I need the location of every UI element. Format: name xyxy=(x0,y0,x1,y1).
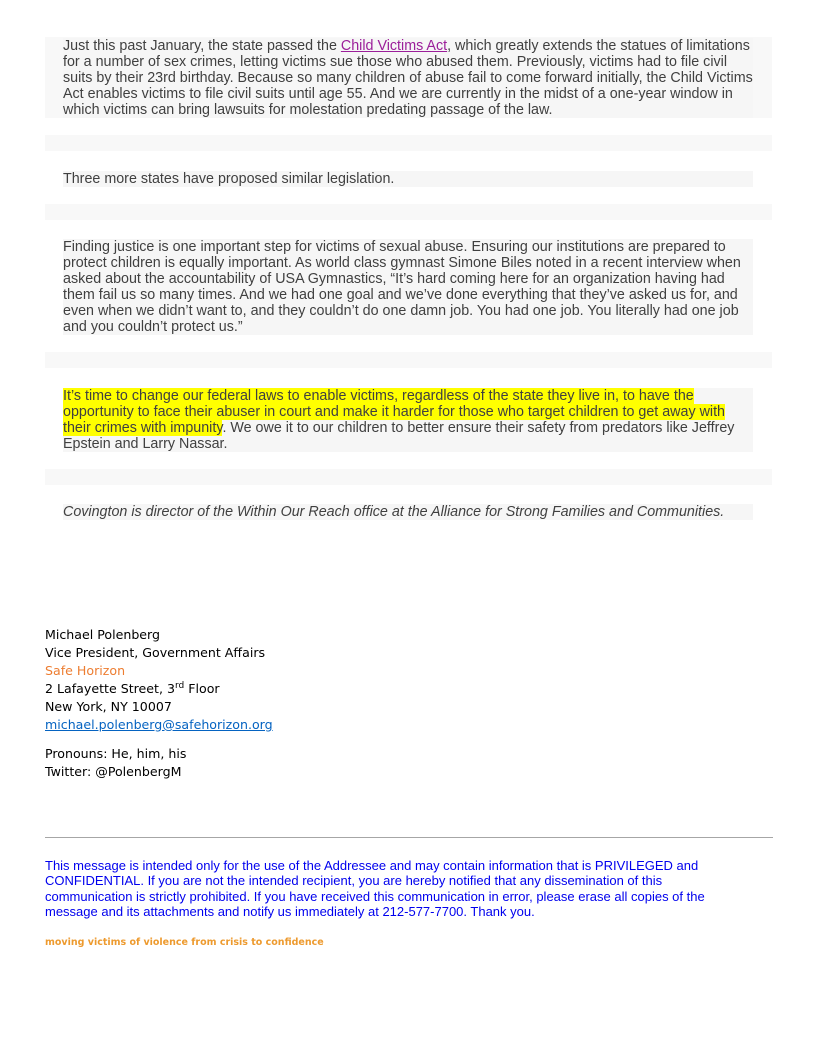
signature-email-link[interactable]: michael.polenberg@safehorizon.org xyxy=(45,717,273,732)
divider xyxy=(45,837,773,838)
signature-name: Michael Polenberg xyxy=(45,627,161,642)
tagline: moving victims of violence from crisis to confidence xyxy=(45,937,324,948)
signature-org: Safe Horizon xyxy=(45,663,126,678)
confidentiality-notice: This message is intended only for the use of the Addressee and may contain information that is PRIVILEGED and CONFIDENTIAL. If you are not the intended recipient, you are hereby notified that any dissemination of this communication is strictly prohibited. If you have received this communication in error, please erase all copies of the message and its attachments and notify us immediately at 212-577-7700. Thank you. xyxy=(45,858,705,919)
paragraph-text: Just this past January, the state passed the xyxy=(63,38,341,54)
paragraph-text: . We owe it to our children to better ensure their safety from predators like Jeffrey Epstein and Larry Nassar. xyxy=(63,420,735,452)
signature-title: Vice President, Government Affairs xyxy=(45,645,266,660)
signature-city: New York, NY 10007 xyxy=(45,699,172,714)
email-signature xyxy=(45,626,445,781)
article-paragraph-states xyxy=(63,171,753,187)
child-victims-act-link[interactable]: Child Victims Act xyxy=(340,38,448,54)
spacer-band xyxy=(45,352,772,368)
paragraph-text: , which greatly extends the statues of limitations for a number of sex crimes, letting victims sue those who abused them. Previously, victims had to file civil suits by their 23rd birthday. Because so many children of abuse fail to come forward initially, the Child Victims Act enables victims to file civil suits until age 55. And we are currently in the midst of a one-year window in which victims can bring lawsuits for molestation predating passage of the law. xyxy=(63,38,753,118)
spacer-band xyxy=(45,135,772,151)
article-paragraph-biles-quote xyxy=(63,239,753,335)
address-street: 2 Lafayette Street, 3 xyxy=(45,681,176,696)
paragraph-text: Finding justice is one important step for victims of sexual abuse. Ensuring our institutions are prepared to protect children is equally important. As world class gymnast Simone Biles noted in a recent interview when asked about the accountability of USA Gymnastics, “It’s hard coming here for an organization having had them fail us so many times. And we had one goal and we’ve done everything that they’ve asked us for, and even when we didn’t want to, and they couldn’t do one damn job. You had one job. You literally had one job and you couldn’t protect us.” xyxy=(63,239,741,335)
paragraph-text: Three more states have proposed similar legislation. xyxy=(63,171,395,187)
signature-pronouns: Pronouns: He, him, his xyxy=(45,746,187,761)
article-paragraph-federal-laws xyxy=(63,388,753,452)
address-ordinal: rd xyxy=(175,680,185,691)
address-floor: Floor xyxy=(184,681,220,696)
highlighted-text: It’s time to change our federal laws to enable victims, regardless of the state they live in, to have the opportunity to face their abuser in court and make it harder for those who target children to get away with their crimes with impunity xyxy=(63,388,725,436)
signature-address xyxy=(45,680,445,698)
spacer-band xyxy=(45,204,772,220)
author-bio xyxy=(63,504,753,520)
article-paragraph-child-victims-act xyxy=(63,38,753,118)
signature-twitter: Twitter: @PolenbergM xyxy=(45,764,182,779)
paragraph-text: Covington is director of the Within Our Reach office at the Alliance for Strong Families and Communities. xyxy=(63,504,725,520)
spacer-band xyxy=(45,469,772,485)
